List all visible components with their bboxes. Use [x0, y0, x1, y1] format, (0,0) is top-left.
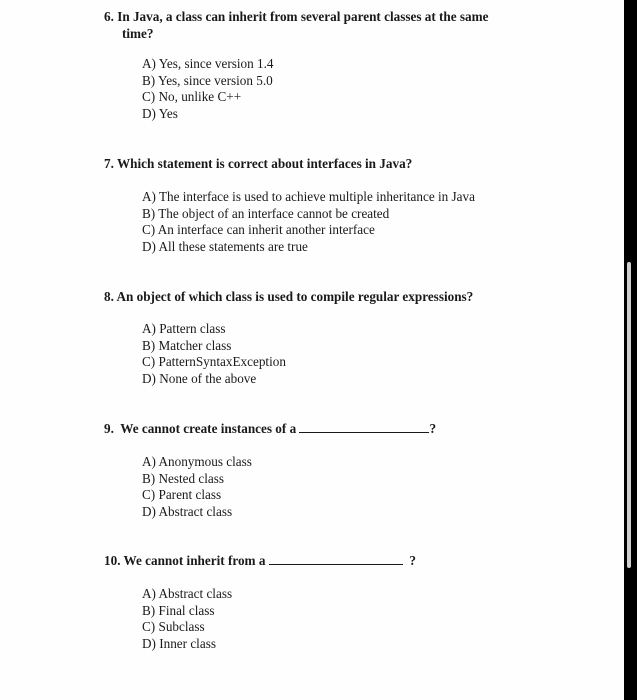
question-10-number: 10.	[104, 553, 121, 568]
question-8-text	[104, 288, 604, 305]
answer-blank	[299, 420, 429, 433]
option-c: C) PatternSyntaxException	[142, 354, 286, 370]
option-d: D) Inner class	[142, 635, 216, 651]
question-10-text	[104, 552, 604, 569]
answer-blank	[269, 552, 403, 565]
question-9-text-body: We cannot create instances of a	[120, 421, 297, 436]
question-7	[104, 155, 604, 254]
question-6	[104, 8, 604, 121]
option-c: C) No, unlike C++	[142, 89, 242, 105]
option-c: C) Subclass	[142, 619, 205, 635]
option-c: C) Parent class	[142, 487, 222, 503]
option-d: D) None of the above	[142, 370, 257, 386]
option-b: B) Matcher class	[142, 337, 232, 353]
question-9	[104, 420, 604, 519]
scrollbar[interactable]	[627, 262, 631, 568]
option-a: A) Abstract class	[142, 586, 233, 601]
question-9-end: ?	[429, 421, 437, 436]
question-10-end: ?	[409, 553, 416, 568]
question-8-number: 8.	[104, 289, 114, 304]
question-7-options	[142, 189, 475, 255]
question-7-text-body: Which statement is correct about interfaces in Java?	[116, 156, 413, 171]
question-10	[104, 552, 604, 651]
question-6-number: 6.	[104, 9, 114, 24]
question-8-text-body: An object of which class is used to compile regular expressions?	[116, 289, 474, 304]
question-6-text-line1: In Java, a class can inherit from several parent classes at the same	[117, 9, 489, 24]
option-a: A) The interface is used to achieve multiple inheritance in Java	[142, 189, 475, 204]
option-b: B) Final class	[142, 602, 215, 618]
question-9-options	[142, 454, 252, 520]
option-d: D) All these statements are true	[142, 238, 308, 254]
question-6-text-line2: time?	[122, 26, 154, 41]
option-a: A) Anonymous class	[142, 454, 252, 469]
option-a: A) Yes, since version 1.4	[142, 56, 274, 71]
option-c: C) An interface can inherit another interface	[142, 222, 375, 238]
option-d: D) Yes	[142, 105, 178, 121]
question-6-options	[142, 56, 274, 122]
option-a: A) Pattern class	[142, 321, 226, 336]
question-10-options	[142, 586, 232, 652]
option-b: B) Yes, since version 5.0	[142, 72, 273, 88]
option-b: B) The object of an interface cannot be created	[142, 205, 390, 221]
option-b: B) Nested class	[142, 470, 225, 486]
question-9-text	[104, 420, 604, 437]
question-6-text	[104, 8, 604, 42]
question-8-options	[142, 321, 286, 387]
question-8	[104, 288, 604, 386]
question-7-number: 7.	[104, 156, 114, 171]
question-7-text	[104, 155, 604, 172]
question-10-text-body: We cannot inherit from a	[123, 553, 266, 568]
question-9-number: 9.	[104, 421, 114, 436]
option-d: D) Abstract class	[142, 503, 233, 519]
